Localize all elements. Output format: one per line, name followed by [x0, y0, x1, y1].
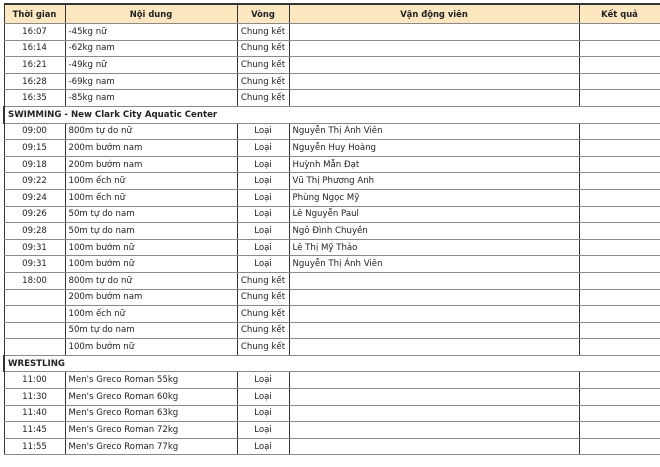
round-cell: Loại: [237, 389, 289, 406]
athlete-cell: [289, 422, 579, 439]
athlete-cell: Nguyễn Huy Hoàng: [289, 140, 579, 157]
result-cell: [579, 438, 660, 455]
round-cell: Loại: [237, 206, 289, 223]
header-round: Vòng: [237, 4, 289, 24]
time-cell: 16:21: [4, 57, 65, 74]
table-row: [4, 140, 660, 157]
athlete-cell: [289, 90, 579, 107]
round-cell: Chung kết: [237, 339, 289, 356]
round-cell: Chung kết: [237, 289, 289, 306]
result-cell: [579, 339, 660, 356]
event-cell: 100m ếch nữ: [65, 189, 237, 206]
table-row: [4, 73, 660, 90]
athlete-cell: Huỳnh Mẫn Đạt: [289, 156, 579, 173]
table-row: [4, 272, 660, 289]
table-row: [4, 173, 660, 190]
athlete-cell: [289, 438, 579, 455]
time-cell: 09:28: [4, 223, 65, 240]
event-cell: Men's Greco Roman 77kg: [65, 438, 237, 455]
time-cell: 16:07: [4, 24, 65, 41]
round-cell: Loại: [237, 438, 289, 455]
event-cell: 200m bướm nam: [65, 289, 237, 306]
event-cell: 50m tự do nam: [65, 206, 237, 223]
round-cell: Loại: [237, 422, 289, 439]
round-cell: Chung kết: [237, 272, 289, 289]
round-cell: Loại: [237, 256, 289, 273]
time-cell: 09:00: [4, 123, 65, 140]
result-cell: [579, 73, 660, 90]
result-cell: [579, 90, 660, 107]
table-row: [4, 90, 660, 107]
schedule-table: [3, 3, 660, 455]
event-cell: 800m tự do nữ: [65, 272, 237, 289]
event-cell: 100m ếch nữ: [65, 306, 237, 323]
table-row: [4, 289, 660, 306]
result-cell: [579, 289, 660, 306]
table-row: [4, 24, 660, 41]
header-athlete: Vận động viên: [289, 4, 579, 24]
event-cell: 100m bướm nữ: [65, 256, 237, 273]
header-result: Kết quả: [579, 4, 660, 24]
time-cell: 16:28: [4, 73, 65, 90]
athlete-cell: [289, 40, 579, 57]
round-cell: Loại: [237, 239, 289, 256]
time-cell: 11:55: [4, 438, 65, 455]
athlete-cell: [289, 24, 579, 41]
table-row: [4, 256, 660, 273]
time-cell: 11:30: [4, 389, 65, 406]
table-row: [4, 372, 660, 389]
athlete-cell: [289, 289, 579, 306]
result-cell: [579, 24, 660, 41]
result-cell: [579, 206, 660, 223]
athlete-cell: Lê Thị Mỹ Thảo: [289, 239, 579, 256]
athlete-cell: [289, 57, 579, 74]
section-header-row: [4, 355, 660, 372]
time-cell: 18:00: [4, 272, 65, 289]
table-row: [4, 438, 660, 455]
round-cell: Loại: [237, 140, 289, 157]
time-cell: [4, 322, 65, 339]
header-time: Thời gian: [4, 4, 65, 24]
event-cell: 200m bướm nam: [65, 156, 237, 173]
round-cell: Chung kết: [237, 40, 289, 57]
time-cell: 09:24: [4, 189, 65, 206]
time-cell: 16:14: [4, 40, 65, 57]
time-cell: 11:45: [4, 422, 65, 439]
athlete-cell: [289, 339, 579, 356]
table-row: [4, 422, 660, 439]
event-cell: 100m bướm nữ: [65, 339, 237, 356]
round-cell: Chung kết: [237, 73, 289, 90]
table-row: [4, 306, 660, 323]
round-cell: Loại: [237, 405, 289, 422]
result-cell: [579, 40, 660, 57]
round-cell: Chung kết: [237, 57, 289, 74]
result-cell: [579, 140, 660, 157]
table-row: [4, 57, 660, 74]
time-cell: 11:00: [4, 372, 65, 389]
event-cell: Men's Greco Roman 60kg: [65, 389, 237, 406]
result-cell: [579, 239, 660, 256]
event-cell: -62kg nam: [65, 40, 237, 57]
round-cell: Loại: [237, 123, 289, 140]
event-cell: Men's Greco Roman 63kg: [65, 405, 237, 422]
athlete-cell: Lê Nguyễn Paul: [289, 206, 579, 223]
event-cell: 50m tự do nam: [65, 223, 237, 240]
header-row: [4, 4, 660, 24]
round-cell: Loại: [237, 156, 289, 173]
time-cell: 09:31: [4, 256, 65, 273]
event-cell: -85kg nam: [65, 90, 237, 107]
athlete-cell: Nguyễn Thị Ánh Viên: [289, 256, 579, 273]
result-cell: [579, 223, 660, 240]
header-event: Nội dung: [65, 4, 237, 24]
event-cell: 100m ếch nữ: [65, 173, 237, 190]
athlete-cell: [289, 272, 579, 289]
athlete-cell: [289, 405, 579, 422]
time-cell: 09:22: [4, 173, 65, 190]
time-cell: [4, 339, 65, 356]
athlete-cell: Ngô Đình Chuyền: [289, 223, 579, 240]
time-cell: [4, 306, 65, 323]
table-row: [4, 239, 660, 256]
table-row: [4, 156, 660, 173]
table-row: [4, 322, 660, 339]
round-cell: Chung kết: [237, 90, 289, 107]
time-cell: 16:35: [4, 90, 65, 107]
athlete-cell: Nguyễn Thị Ánh Viên: [289, 123, 579, 140]
event-cell: Men's Greco Roman 72kg: [65, 422, 237, 439]
round-cell: Chung kết: [237, 322, 289, 339]
section-title: SWIMMING - New Clark City Aquatic Center: [4, 106, 660, 123]
result-cell: [579, 322, 660, 339]
athlete-cell: [289, 73, 579, 90]
time-cell: [4, 289, 65, 306]
time-cell: 09:15: [4, 140, 65, 157]
table-row: [4, 123, 660, 140]
result-cell: [579, 256, 660, 273]
athlete-cell: Phùng Ngọc Mỹ: [289, 189, 579, 206]
round-cell: Loại: [237, 372, 289, 389]
round-cell: Loại: [237, 173, 289, 190]
event-cell: 50m tự do nam: [65, 322, 237, 339]
event-cell: -69kg nam: [65, 73, 237, 90]
result-cell: [579, 306, 660, 323]
event-cell: 800m tự do nữ: [65, 123, 237, 140]
event-cell: -45kg nữ: [65, 24, 237, 41]
time-cell: 09:31: [4, 239, 65, 256]
result-cell: [579, 173, 660, 190]
result-cell: [579, 272, 660, 289]
event-cell: -49kg nữ: [65, 57, 237, 74]
result-cell: [579, 57, 660, 74]
result-cell: [579, 123, 660, 140]
athlete-cell: [289, 306, 579, 323]
table-row: [4, 40, 660, 57]
athlete-cell: [289, 322, 579, 339]
schedule-body: [4, 24, 660, 455]
round-cell: Loại: [237, 223, 289, 240]
section-header-row: [4, 106, 660, 123]
round-cell: Chung kết: [237, 24, 289, 41]
athlete-cell: Vũ Thị Phương Anh: [289, 173, 579, 190]
event-cell: 200m bướm nam: [65, 140, 237, 157]
result-cell: [579, 372, 660, 389]
result-cell: [579, 156, 660, 173]
section-title: WRESTLING: [4, 355, 660, 372]
table-row: [4, 339, 660, 356]
round-cell: Loại: [237, 189, 289, 206]
table-row: [4, 223, 660, 240]
athlete-cell: [289, 389, 579, 406]
round-cell: Chung kết: [237, 306, 289, 323]
table-row: [4, 405, 660, 422]
time-cell: 09:26: [4, 206, 65, 223]
result-cell: [579, 389, 660, 406]
table-row: [4, 189, 660, 206]
athlete-cell: [289, 372, 579, 389]
table-row: [4, 389, 660, 406]
time-cell: 11:40: [4, 405, 65, 422]
result-cell: [579, 405, 660, 422]
result-cell: [579, 189, 660, 206]
event-cell: Men's Greco Roman 55kg: [65, 372, 237, 389]
time-cell: 09:18: [4, 156, 65, 173]
event-cell: 100m bướm nữ: [65, 239, 237, 256]
result-cell: [579, 422, 660, 439]
table-row: [4, 206, 660, 223]
